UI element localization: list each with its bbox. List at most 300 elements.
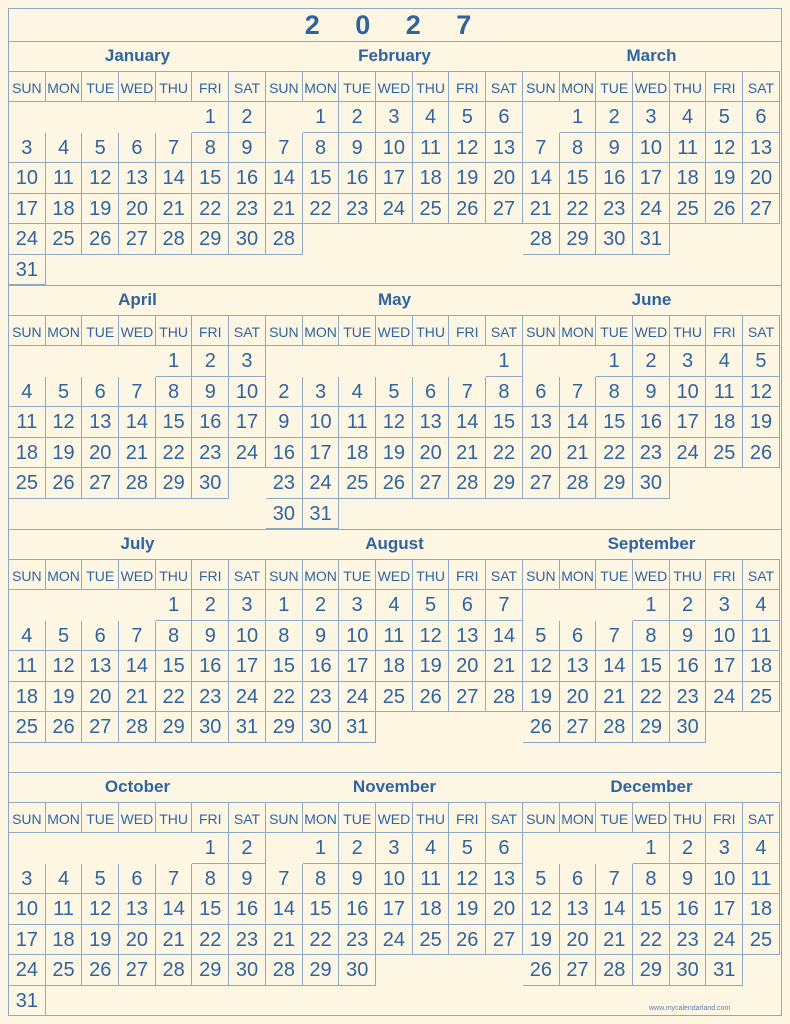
day-cell: 6 bbox=[413, 377, 450, 408]
day-cell: 23 bbox=[303, 682, 340, 713]
weekday-header: FRI bbox=[192, 72, 229, 102]
day-cell: 11 bbox=[413, 133, 450, 164]
empty-cell bbox=[376, 346, 413, 377]
day-cell: 24 bbox=[229, 682, 266, 713]
weekday-header: WED bbox=[119, 803, 156, 833]
day-cell: 20 bbox=[560, 925, 597, 956]
day-cell: 3 bbox=[706, 833, 743, 864]
day-cell: 30 bbox=[229, 224, 266, 255]
weekday-header: TUE bbox=[596, 316, 633, 346]
weekday-header: SAT bbox=[743, 316, 780, 346]
day-cell: 30 bbox=[633, 468, 670, 499]
day-cell: 5 bbox=[743, 346, 780, 377]
day-cell: 29 bbox=[156, 712, 193, 743]
day-cell: 4 bbox=[376, 590, 413, 621]
day-cell: 16 bbox=[229, 894, 266, 925]
month-grid bbox=[9, 802, 266, 1016]
day-cell: 1 bbox=[192, 833, 229, 864]
weekday-header: MON bbox=[303, 560, 340, 590]
day-cell: 19 bbox=[82, 925, 119, 956]
day-cell: 12 bbox=[523, 651, 560, 682]
day-cell: 8 bbox=[486, 377, 523, 408]
day-cell: 5 bbox=[523, 621, 560, 652]
month-name: June bbox=[631, 290, 672, 309]
day-cell: 31 bbox=[9, 255, 46, 286]
day-cell: 11 bbox=[46, 163, 83, 194]
day-cell: 6 bbox=[560, 621, 597, 652]
day-cell: 9 bbox=[192, 377, 229, 408]
day-cell: 4 bbox=[46, 864, 83, 895]
weekday-header: MON bbox=[46, 316, 83, 346]
weekday-header: SUN bbox=[523, 72, 560, 102]
day-cell: 13 bbox=[82, 407, 119, 438]
month-name: July bbox=[120, 534, 155, 553]
day-cell: 3 bbox=[229, 590, 266, 621]
day-cell: 7 bbox=[266, 133, 303, 164]
day-cell: 9 bbox=[303, 621, 340, 652]
day-cell: 7 bbox=[486, 590, 523, 621]
day-cell: 6 bbox=[523, 377, 560, 408]
day-cell: 17 bbox=[376, 163, 413, 194]
day-cell: 1 bbox=[486, 346, 523, 377]
day-cell: 27 bbox=[486, 925, 523, 956]
weekday-header: WED bbox=[633, 72, 670, 102]
day-cell: 4 bbox=[706, 346, 743, 377]
day-cell: 10 bbox=[229, 377, 266, 408]
day-cell: 15 bbox=[156, 651, 193, 682]
day-cell: 4 bbox=[9, 621, 46, 652]
day-cell: 6 bbox=[119, 133, 156, 164]
day-cell: 1 bbox=[266, 590, 303, 621]
day-cell: 9 bbox=[229, 133, 266, 164]
weekday-header: FRI bbox=[192, 803, 229, 833]
weekday-header: THU bbox=[156, 316, 193, 346]
day-cell: 28 bbox=[560, 468, 597, 499]
weekday-header: MON bbox=[46, 560, 83, 590]
day-cell: 19 bbox=[706, 163, 743, 194]
day-cell: 4 bbox=[9, 377, 46, 408]
day-cell: 15 bbox=[156, 407, 193, 438]
day-cell: 10 bbox=[376, 133, 413, 164]
empty-cell bbox=[156, 102, 193, 133]
day-cell: 21 bbox=[449, 438, 486, 469]
day-cell: 8 bbox=[633, 621, 670, 652]
day-cell: 27 bbox=[119, 224, 156, 255]
day-cell: 24 bbox=[339, 682, 376, 713]
day-cell: 1 bbox=[156, 590, 193, 621]
weekday-header: SUN bbox=[9, 560, 46, 590]
day-cell: 14 bbox=[119, 407, 156, 438]
day-cell: 28 bbox=[156, 224, 193, 255]
weekday-header: FRI bbox=[449, 560, 486, 590]
day-cell: 6 bbox=[82, 621, 119, 652]
day-cell: 19 bbox=[376, 438, 413, 469]
day-cell: 8 bbox=[156, 377, 193, 408]
day-cell: 1 bbox=[596, 346, 633, 377]
day-cell: 4 bbox=[413, 833, 450, 864]
month-december bbox=[523, 772, 780, 986]
day-cell: 27 bbox=[449, 682, 486, 713]
day-cell: 24 bbox=[670, 438, 707, 469]
day-cell: 11 bbox=[413, 864, 450, 895]
day-cell: 18 bbox=[339, 438, 376, 469]
day-cell: 11 bbox=[743, 864, 780, 895]
weekday-header: SUN bbox=[523, 560, 560, 590]
day-cell: 7 bbox=[266, 864, 303, 895]
day-cell: 7 bbox=[156, 864, 193, 895]
day-cell: 17 bbox=[9, 194, 46, 225]
empty-cell bbox=[46, 833, 83, 864]
day-cell: 23 bbox=[596, 194, 633, 225]
weekday-header: SAT bbox=[229, 316, 266, 346]
day-cell: 6 bbox=[486, 833, 523, 864]
weekday-header: FRI bbox=[449, 803, 486, 833]
day-cell: 16 bbox=[670, 651, 707, 682]
day-cell: 5 bbox=[706, 102, 743, 133]
day-cell: 9 bbox=[339, 133, 376, 164]
day-cell: 27 bbox=[82, 468, 119, 499]
month-grid bbox=[9, 315, 266, 499]
day-cell: 1 bbox=[633, 833, 670, 864]
day-cell: 12 bbox=[449, 133, 486, 164]
day-cell: 29 bbox=[192, 224, 229, 255]
day-cell: 21 bbox=[266, 194, 303, 225]
weekday-header: SAT bbox=[229, 803, 266, 833]
day-cell: 22 bbox=[303, 925, 340, 956]
weekday-header: SUN bbox=[9, 803, 46, 833]
day-cell: 24 bbox=[376, 925, 413, 956]
day-cell: 13 bbox=[82, 651, 119, 682]
day-cell: 15 bbox=[560, 163, 597, 194]
day-cell: 29 bbox=[303, 955, 340, 986]
day-cell: 12 bbox=[376, 407, 413, 438]
day-cell: 23 bbox=[339, 925, 376, 956]
weekday-header: MON bbox=[303, 72, 340, 102]
month-name: April bbox=[118, 290, 157, 309]
month-name: August bbox=[365, 534, 424, 553]
day-cell: 14 bbox=[560, 407, 597, 438]
empty-cell bbox=[82, 590, 119, 621]
day-cell: 18 bbox=[413, 163, 450, 194]
weekday-header: THU bbox=[670, 803, 707, 833]
day-cell: 9 bbox=[670, 864, 707, 895]
day-cell: 10 bbox=[633, 133, 670, 164]
weekday-header: THU bbox=[670, 560, 707, 590]
weekday-header: WED bbox=[633, 560, 670, 590]
day-cell: 29 bbox=[156, 468, 193, 499]
day-cell: 15 bbox=[266, 651, 303, 682]
day-cell: 15 bbox=[486, 407, 523, 438]
day-cell: 22 bbox=[266, 682, 303, 713]
day-cell: 6 bbox=[119, 864, 156, 895]
day-cell: 17 bbox=[229, 651, 266, 682]
day-cell: 1 bbox=[156, 346, 193, 377]
day-cell: 17 bbox=[303, 438, 340, 469]
day-cell: 11 bbox=[339, 407, 376, 438]
day-cell: 20 bbox=[82, 682, 119, 713]
day-cell: 10 bbox=[706, 621, 743, 652]
day-cell: 10 bbox=[9, 894, 46, 925]
day-cell: 5 bbox=[376, 377, 413, 408]
day-cell: 8 bbox=[303, 864, 340, 895]
weekday-header: SAT bbox=[486, 72, 523, 102]
day-cell: 22 bbox=[596, 438, 633, 469]
day-cell: 30 bbox=[192, 468, 229, 499]
day-cell: 7 bbox=[119, 621, 156, 652]
weekday-header: TUE bbox=[339, 560, 376, 590]
day-cell: 1 bbox=[303, 102, 340, 133]
day-cell: 3 bbox=[706, 590, 743, 621]
day-cell: 28 bbox=[266, 224, 303, 255]
day-cell: 7 bbox=[560, 377, 597, 408]
month-name: May bbox=[377, 290, 412, 309]
day-cell: 22 bbox=[633, 682, 670, 713]
day-cell: 29 bbox=[633, 712, 670, 743]
day-cell: 30 bbox=[596, 224, 633, 255]
day-cell: 3 bbox=[339, 590, 376, 621]
day-cell: 10 bbox=[303, 407, 340, 438]
day-cell: 30 bbox=[670, 712, 707, 743]
day-cell: 31 bbox=[706, 955, 743, 986]
weekday-header: THU bbox=[670, 316, 707, 346]
month-name: September bbox=[607, 534, 696, 553]
day-cell: 15 bbox=[303, 894, 340, 925]
empty-cell bbox=[82, 102, 119, 133]
day-cell: 16 bbox=[596, 163, 633, 194]
day-cell: 14 bbox=[596, 894, 633, 925]
day-cell: 12 bbox=[46, 407, 83, 438]
weekday-header: FRI bbox=[449, 316, 486, 346]
day-cell: 25 bbox=[670, 194, 707, 225]
weekday-header: THU bbox=[670, 72, 707, 102]
weekday-header: THU bbox=[156, 72, 193, 102]
day-cell: 21 bbox=[119, 682, 156, 713]
weekday-header: FRI bbox=[706, 560, 743, 590]
day-cell: 16 bbox=[192, 407, 229, 438]
empty-cell bbox=[119, 346, 156, 377]
day-cell: 12 bbox=[46, 651, 83, 682]
month-october bbox=[9, 772, 266, 1016]
day-cell: 3 bbox=[229, 346, 266, 377]
weekday-header: SUN bbox=[266, 72, 303, 102]
day-cell: 26 bbox=[46, 712, 83, 743]
empty-cell bbox=[266, 833, 303, 864]
weekday-header: FRI bbox=[706, 803, 743, 833]
day-cell: 22 bbox=[192, 925, 229, 956]
day-cell: 7 bbox=[449, 377, 486, 408]
day-cell: 23 bbox=[229, 925, 266, 956]
weekday-header: THU bbox=[413, 72, 450, 102]
day-cell: 26 bbox=[523, 955, 560, 986]
day-cell: 10 bbox=[376, 864, 413, 895]
day-cell: 13 bbox=[449, 621, 486, 652]
weekday-header: WED bbox=[633, 803, 670, 833]
weekday-header: WED bbox=[376, 803, 413, 833]
weekday-header: WED bbox=[119, 560, 156, 590]
footer-link[interactable]: www.mycalendarland.com bbox=[649, 1005, 731, 1012]
day-cell: 31 bbox=[9, 986, 46, 1017]
day-cell: 31 bbox=[229, 712, 266, 743]
day-cell: 25 bbox=[743, 682, 780, 713]
day-cell: 4 bbox=[413, 102, 450, 133]
day-cell: 8 bbox=[192, 864, 229, 895]
weekday-header: FRI bbox=[192, 560, 229, 590]
day-cell: 23 bbox=[266, 468, 303, 499]
day-cell: 26 bbox=[449, 925, 486, 956]
day-cell: 29 bbox=[192, 955, 229, 986]
day-cell: 13 bbox=[486, 133, 523, 164]
day-cell: 20 bbox=[523, 438, 560, 469]
day-cell: 16 bbox=[670, 894, 707, 925]
month-july bbox=[9, 529, 266, 743]
weekday-header: SAT bbox=[229, 560, 266, 590]
day-cell: 25 bbox=[413, 925, 450, 956]
month-name: March bbox=[626, 46, 677, 65]
day-cell: 20 bbox=[82, 438, 119, 469]
day-cell: 5 bbox=[46, 621, 83, 652]
weekday-header: SUN bbox=[266, 560, 303, 590]
day-cell: 12 bbox=[82, 894, 119, 925]
day-cell: 23 bbox=[229, 194, 266, 225]
day-cell: 13 bbox=[743, 133, 780, 164]
day-cell: 10 bbox=[670, 377, 707, 408]
day-cell: 2 bbox=[633, 346, 670, 377]
weekday-header: WED bbox=[376, 316, 413, 346]
day-cell: 5 bbox=[523, 864, 560, 895]
day-cell: 22 bbox=[633, 925, 670, 956]
day-cell: 25 bbox=[706, 438, 743, 469]
weekday-header: TUE bbox=[339, 316, 376, 346]
day-cell: 8 bbox=[560, 133, 597, 164]
day-cell: 19 bbox=[46, 438, 83, 469]
empty-cell bbox=[523, 346, 560, 377]
day-cell: 9 bbox=[229, 864, 266, 895]
day-cell: 22 bbox=[486, 438, 523, 469]
day-cell: 20 bbox=[486, 163, 523, 194]
empty-cell bbox=[82, 346, 119, 377]
month-grid bbox=[266, 559, 523, 743]
day-cell: 19 bbox=[46, 682, 83, 713]
empty-cell bbox=[266, 102, 303, 133]
day-cell: 17 bbox=[670, 407, 707, 438]
day-cell: 13 bbox=[413, 407, 450, 438]
empty-cell bbox=[303, 346, 340, 377]
weekday-header: MON bbox=[46, 803, 83, 833]
day-cell: 25 bbox=[743, 925, 780, 956]
day-cell: 9 bbox=[339, 864, 376, 895]
day-cell: 4 bbox=[670, 102, 707, 133]
day-cell: 18 bbox=[9, 438, 46, 469]
day-cell: 3 bbox=[633, 102, 670, 133]
day-cell: 29 bbox=[633, 955, 670, 986]
weekday-header: MON bbox=[46, 72, 83, 102]
day-cell: 2 bbox=[596, 102, 633, 133]
day-cell: 22 bbox=[303, 194, 340, 225]
weekday-header: WED bbox=[376, 560, 413, 590]
weekday-header: SAT bbox=[229, 72, 266, 102]
day-cell: 15 bbox=[596, 407, 633, 438]
day-cell: 19 bbox=[523, 925, 560, 956]
month-name: February bbox=[358, 46, 431, 65]
month-name: January bbox=[104, 46, 171, 65]
day-cell: 10 bbox=[9, 163, 46, 194]
weekday-header: WED bbox=[633, 316, 670, 346]
empty-cell bbox=[119, 102, 156, 133]
empty-cell bbox=[560, 346, 597, 377]
day-cell: 15 bbox=[633, 894, 670, 925]
day-cell: 2 bbox=[339, 102, 376, 133]
day-cell: 17 bbox=[706, 894, 743, 925]
day-cell: 3 bbox=[9, 133, 46, 164]
year-title: 2 0 2 7 bbox=[9, 9, 781, 42]
empty-cell bbox=[46, 102, 83, 133]
day-cell: 23 bbox=[339, 194, 376, 225]
day-cell: 11 bbox=[9, 651, 46, 682]
row-divider bbox=[9, 529, 781, 530]
day-cell: 14 bbox=[449, 407, 486, 438]
weekday-header: TUE bbox=[596, 803, 633, 833]
empty-cell bbox=[9, 346, 46, 377]
day-cell: 13 bbox=[119, 163, 156, 194]
day-cell: 30 bbox=[339, 955, 376, 986]
weekday-header: TUE bbox=[339, 803, 376, 833]
day-cell: 19 bbox=[82, 194, 119, 225]
empty-cell bbox=[596, 833, 633, 864]
weekday-header: TUE bbox=[82, 560, 119, 590]
day-cell: 1 bbox=[560, 102, 597, 133]
day-cell: 30 bbox=[192, 712, 229, 743]
day-cell: 17 bbox=[229, 407, 266, 438]
day-cell: 28 bbox=[119, 712, 156, 743]
day-cell: 30 bbox=[303, 712, 340, 743]
day-cell: 24 bbox=[229, 438, 266, 469]
day-cell: 15 bbox=[303, 163, 340, 194]
day-cell: 25 bbox=[339, 468, 376, 499]
day-cell: 12 bbox=[82, 163, 119, 194]
day-cell: 13 bbox=[486, 864, 523, 895]
day-cell: 5 bbox=[413, 590, 450, 621]
weekday-header: SUN bbox=[266, 316, 303, 346]
day-cell: 25 bbox=[46, 224, 83, 255]
day-cell: 17 bbox=[339, 651, 376, 682]
month-grid bbox=[9, 559, 266, 743]
day-cell: 30 bbox=[266, 499, 303, 530]
weekday-header: THU bbox=[413, 316, 450, 346]
day-cell: 6 bbox=[560, 864, 597, 895]
weekday-header: MON bbox=[560, 803, 597, 833]
day-cell: 9 bbox=[633, 377, 670, 408]
empty-cell bbox=[596, 590, 633, 621]
day-cell: 26 bbox=[706, 194, 743, 225]
day-cell: 10 bbox=[229, 621, 266, 652]
day-cell: 2 bbox=[670, 590, 707, 621]
day-cell: 15 bbox=[633, 651, 670, 682]
day-cell: 8 bbox=[192, 133, 229, 164]
day-cell: 26 bbox=[82, 955, 119, 986]
day-cell: 8 bbox=[633, 864, 670, 895]
month-name: December bbox=[610, 777, 693, 796]
weekday-header: MON bbox=[560, 316, 597, 346]
month-may bbox=[266, 285, 523, 529]
day-cell: 30 bbox=[229, 955, 266, 986]
day-cell: 25 bbox=[413, 194, 450, 225]
day-cell: 31 bbox=[339, 712, 376, 743]
day-cell: 17 bbox=[706, 651, 743, 682]
day-cell: 14 bbox=[156, 163, 193, 194]
day-cell: 25 bbox=[9, 712, 46, 743]
day-cell: 21 bbox=[560, 438, 597, 469]
day-cell: 5 bbox=[82, 864, 119, 895]
